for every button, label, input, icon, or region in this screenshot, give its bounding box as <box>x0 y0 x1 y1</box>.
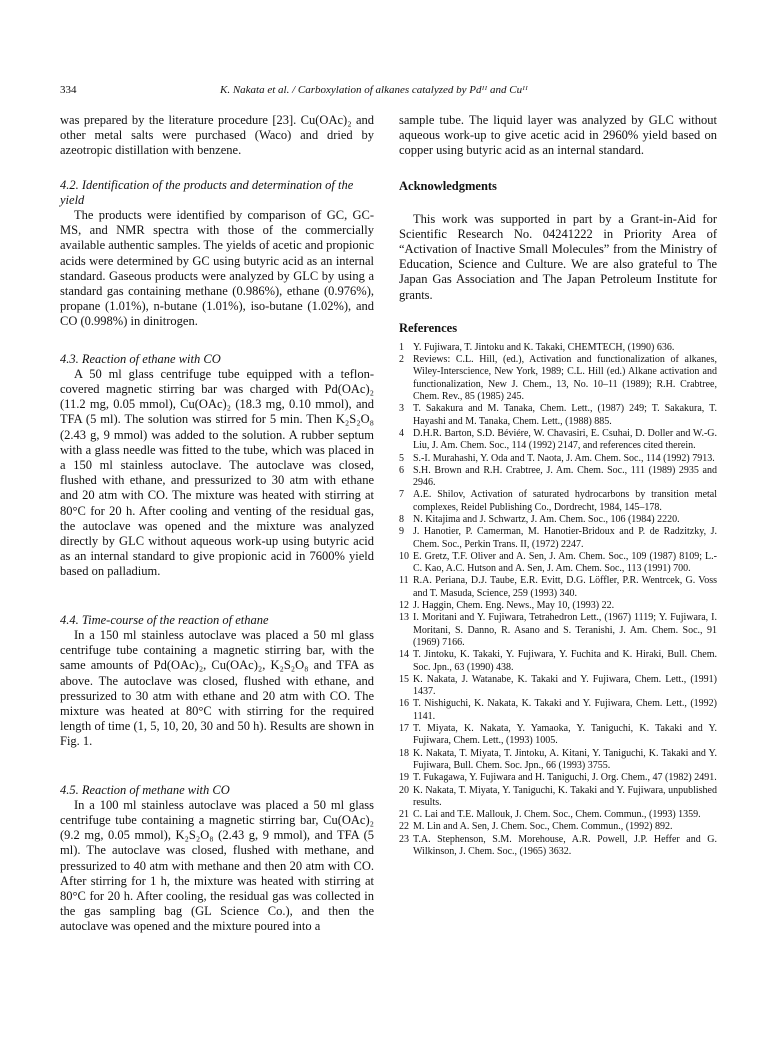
reference-number: 15 <box>399 673 409 685</box>
reference-text: S.H. Brown and R.H. Crabtree, J. Am. Chem. Soc., 111 (1989) 2935 and 2946. <box>413 464 717 489</box>
reference-text: D.H.R. Barton, S.D. Béviére, W. Chavasiri, E. Csuhai, D. Doller and W.-G. Liu, J. Am. Chem. Soc., 114 (1992) 2147, and references cited therein. <box>413 427 717 452</box>
reference-number: 5 <box>399 452 404 464</box>
acknowledgments-heading: Acknowledgments <box>399 178 497 193</box>
reference-item <box>399 514 717 526</box>
reference-text: C. Lai and T.E. Mallouk, J. Chem. Soc., Chem. Commun., (1993) 1359. <box>413 809 701 821</box>
reference-number: 1 <box>399 341 404 353</box>
reference-number: 22 <box>399 821 409 833</box>
reference-item <box>399 354 717 403</box>
reference-item <box>399 453 717 465</box>
left-column <box>60 113 374 935</box>
reference-item <box>399 809 717 821</box>
reference-text: J. Hanotier, P. Camerman, M. Hanotier-Bridoux and P. de Radzitzky, J. Chem. Soc., Perkin Trans. II, (1972) 2247. <box>413 526 717 550</box>
reference-item <box>399 834 717 859</box>
reference-text: A.E. Shilov, Activation of saturated hydrocarbons by transition metal complexes, Reidel Publishing Co., Dordrecht, 1984, 145–178. <box>413 489 717 513</box>
reference-text: T. Miyata, K. Nakata, Y. Yamaoka, Y. Taniguchi, K. Takaki and Y. Fujiwara, Chem. Lett., (1993) 1005. <box>413 723 717 747</box>
intro-paragraph: was prepared by the literature procedure [23]. Cu(OAc)₂ and other metal salts were purchased (Waco) and dried by azeotropic distillation with benzene. <box>60 113 374 158</box>
reference-number: 3 <box>399 403 404 415</box>
reference-text: I. Moritani and Y. Fujiwara, Tetrahedron Lett., (1967) 1119; Y. Fujiwara, I. Moritani, S. Danno, R. Asano and S. Teranishi, J. Am. Chem. Soc., 91 (1969) 7166. <box>413 612 717 648</box>
reference-number: 13 <box>399 612 409 624</box>
reference-item <box>399 612 717 649</box>
reference-number: 9 <box>399 526 404 538</box>
reference-item <box>399 785 717 810</box>
reference-item <box>399 698 717 723</box>
reference-text: Reviews: C.L. Hill, (ed.), Activation and functionalization of alkanes, Wiley-Interscience, New York, 1989; C.L. Hill (ed.) Alkane activation and functionalization, New J. Chem., 13, No. 10–11 (1989); R.H. Crabtree, Chem. Rev., 85 (1985) 245. <box>413 354 717 403</box>
reference-number: 21 <box>399 809 409 821</box>
reference-text: T. Fukagawa, Y. Fujiwara and H. Taniguchi, J. Org. Chem., 47 (1982) 2491. <box>413 772 717 784</box>
reference-text: T. Sakakura and M. Tanaka, Chem. Lett., (1987) 249; T. Sakakura, T. Hayashi and M. Tanaka, Chem. Lett., (1988) 885. <box>413 403 717 427</box>
section-4-3-title: 4.3. Reaction of ethane with CO <box>60 351 221 366</box>
section-4-4-title: 4.4. Time-course of the reaction of ethane <box>60 612 269 627</box>
reference-item <box>399 649 717 674</box>
reference-item <box>399 342 717 354</box>
reference-item <box>399 403 717 428</box>
acknowledgments-body: This work was supported in part by a Grant-in-Aid for Scientific Research No. 04241222 in Priority Area of “Activation of Inactive Small Molecules” from the Ministry of Education, Science and Culture. We are also grateful to The Japan Gas Association and The Japan Petroleum Institute for grants. <box>399 211 717 302</box>
reference-text: E. Gretz, T.F. Oliver and A. Sen, J. Am. Chem. Soc., 109 (1987) 8109; L.-C. Kao, A.C. Hutson and A. Sen, J. Am. Chem. Soc., 113 (1991) 700. <box>413 550 717 575</box>
section-4-4-body: In a 150 ml stainless autoclave was placed a 50 ml glass centrifuge tube containing a magnetic stirring bar, with the same amounts of Pd(OAc)₂, Cu(OAc)₂, K₂S₂O₈ and TFA as above. The autoclave was closed, flushed with ethane, and pressurized to 30 atm with ethane and 20 atm with CO. The mixture was heated at 80°C with stirring for the required length of time (1, 5, 10, 20, 30 and 50 h). Results are shown in Fig. 1. <box>60 627 374 749</box>
reference-number: 2 <box>399 354 404 366</box>
reference-number: 23 <box>399 833 409 845</box>
reference-number: 10 <box>399 550 409 562</box>
reference-item <box>399 526 717 551</box>
reference-item <box>399 428 717 453</box>
reference-number: 11 <box>399 575 409 587</box>
reference-text: Y. Fujiwara, T. Jintoku and K. Takaki, CHEMTECH, (1990) 636. <box>413 341 675 353</box>
reference-number: 6 <box>399 464 404 476</box>
page-number: 334 <box>60 84 77 96</box>
reference-item <box>399 674 717 699</box>
reference-item <box>399 772 717 784</box>
reference-text: T.A. Stephenson, S.M. Morehouse, A.R. Powell, J.P. Heffer and G. Wilkinson, J. Chem. Soc., (1965) 3632. <box>413 833 717 857</box>
reference-number: 17 <box>399 723 409 735</box>
references-list <box>399 342 717 858</box>
continued-paragraph: sample tube. The liquid layer was analyzed by GLC without aqueous work-up to give acetic acid in 2960% yield based on copper using butyric acid as an internal standard. <box>399 113 717 158</box>
reference-text: T. Nishiguchi, K. Nakata, K. Takaki and Y. Fujiwara, Chem. Lett., (1992) 1141. <box>413 698 717 722</box>
reference-item <box>399 723 717 748</box>
reference-text: R.A. Periana, D.J. Taube, E.R. Evitt, D.G. Löffler, P.R. Wentrcek, G. Voss and T. Masuda, Science, 259 (1993) 340. <box>413 575 717 599</box>
section-4-2-body: The products were identified by comparison of GC, GC-MS, and NMR spectra with those of the commercially available authentic samples. The yields of acetic and propionic acids were determined by GC using butyric acid as an internal standard. Gaseous products were analyzed by GLC by using a standard gas containing methane (0.986%), ethane (0.976%), propane (1.01%), n-butane (1.01%), iso-butane (1.02%), and CO (0.998%) in dinitrogen. <box>60 208 374 329</box>
section-4-3-body: A 50 ml glass centrifuge tube equipped with a teflon-covered magnetic stirring bar was charged with Pd(OAc)₂ (11.2 mg, 0.05 mmol), Cu(OAc)₂ (18.3 mg, 0.10 mmol), and TFA (5 ml). The solution was stirred for 5 min. Then K₂S₂O₈ (2.43 g, 9 mmol) was added to the solution. A rubber septum with a glass needle was fitted to the tube, which was placed in a 150 ml stainless autoclave. The autoclave was closed, flushed with ethane, and pressurized to 30 atm with ethane and 20 atm with CO. The mixture was heated with stirring at 80°C for 20 h. After cooling and venting of the residual gas, the autoclave was opened and the mixture was analyzed directly by GLC without aqueous work-up using butyric acid as an internal standard to give propionic acid in 7600% yield based on palladium. <box>60 366 374 579</box>
right-column <box>399 113 717 858</box>
reference-text: J. Haggin, Chem. Eng. News., May 10, (1993) 22. <box>413 600 615 612</box>
reference-number: 16 <box>399 698 409 710</box>
reference-number: 8 <box>399 513 404 525</box>
reference-text: K. Nakata, T. Miyata, Y. Taniguchi, K. Takaki and Y. Fujiwara, unpublished results. <box>413 784 717 808</box>
section-4-2-title: 4.2. Identification of the products and determination of the yield <box>60 177 354 207</box>
reference-item <box>399 575 717 600</box>
references-heading: References <box>399 320 458 335</box>
reference-item <box>399 489 717 514</box>
reference-text: S.-I. Murahashi, Y. Oda and T. Naota, J. Am. Chem. Soc., 114 (1992) 7913. <box>413 452 715 464</box>
reference-number: 20 <box>399 784 409 796</box>
reference-item <box>399 465 717 490</box>
section-4-5-title: 4.5. Reaction of methane with CO <box>60 782 230 797</box>
reference-text: T. Jintoku, K. Takaki, Y. Fujiwara, Y. Fuchita and K. Hiraki, Bull. Chem. Soc. Jpn., 63 (1990) 438. <box>413 649 717 673</box>
section-4-5-body: In a 100 ml stainless autoclave was placed a 50 ml glass centrifuge tube containing a magnetic stirring bar, Cu(OAc)₂ (9.2 mg, 0.05 mmol), K₂S₂O₈ (2.43 g, 9 mmol), and TFA (5 ml). The autoclave was closed, flushed with methane, and pressurized to 40 atm with methane and then 20 atm with CO. After stirring for 1 h, the mixture was heated with stirring at 80°C for 20 h. After cooling, the residual gas was collected in the gas sampling bag (GL Science Co.), and then the autoclave was opened and the mixture poured into a <box>60 797 374 934</box>
reference-number: 19 <box>399 772 409 784</box>
reference-item <box>399 748 717 773</box>
reference-number: 18 <box>399 747 409 759</box>
reference-item <box>399 821 717 833</box>
reference-text: K. Nakata, J. Watanabe, K. Takaki and Y. Fujiwara, Chem. Lett., (1991) 1437. <box>413 673 717 698</box>
reference-text: K. Nakata, T. Miyata, T. Jintoku, A. Kitani, Y. Taniguchi, K. Takaki and Y. Fujiwara, Bull. Chem. Soc. Jpn., 66 (1993) 3755. <box>413 747 717 771</box>
reference-number: 14 <box>399 649 409 661</box>
reference-text: N. Kitajima and J. Schwartz, J. Am. Chem. Soc., 106 (1984) 2220. <box>413 513 680 525</box>
reference-item <box>399 551 717 576</box>
reference-text: M. Lin and A. Sen, J. Chem. Soc., Chem. Commun., (1992) 892. <box>413 821 673 833</box>
running-title: K. Nakata et al. / Carboxylation of alkanes catalyzed by Pdᴵᴵ and Cuᴵᴵ <box>220 84 528 96</box>
reference-number: 4 <box>399 427 404 439</box>
reference-number: 7 <box>399 489 404 501</box>
reference-number: 12 <box>399 600 409 612</box>
reference-item <box>399 600 717 612</box>
